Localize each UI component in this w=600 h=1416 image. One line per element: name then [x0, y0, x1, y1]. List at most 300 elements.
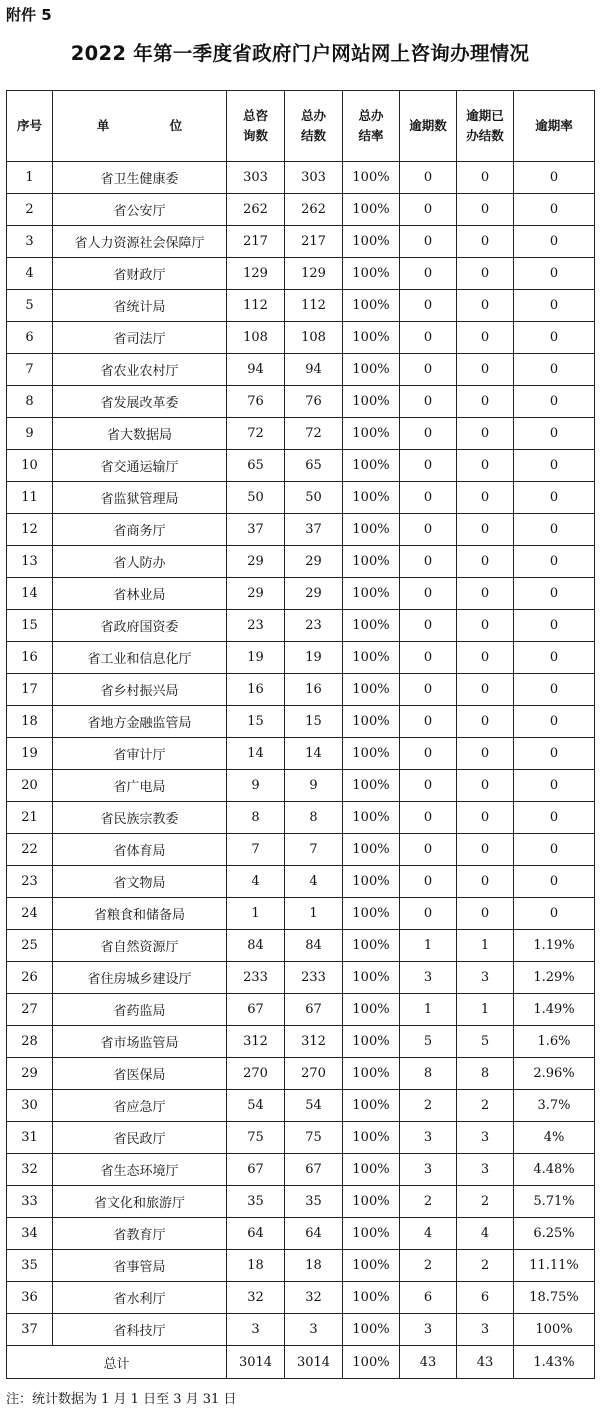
cell-overdue: 2: [400, 1250, 457, 1282]
cell-overdue-done: 2: [457, 1090, 514, 1122]
cell-overdue-done: 0: [457, 194, 514, 226]
table-row: [7, 1250, 595, 1282]
cell-total-done: 84: [285, 930, 343, 962]
cell-total-consult: 65: [227, 450, 285, 482]
cell-index: 13: [7, 546, 53, 578]
cell-overdue-rate: 3.7%: [514, 1090, 595, 1122]
cell-index: 4: [7, 258, 53, 290]
cell-total-consult: 18: [227, 1250, 285, 1282]
cell-overdue-done: 1: [457, 930, 514, 962]
total-overdue-rate: 1.43%: [514, 1346, 595, 1379]
cell-done-rate: 100%: [343, 322, 400, 354]
cell-total-done: 270: [285, 1058, 343, 1090]
cell-overdue: 0: [400, 610, 457, 642]
cell-index: 15: [7, 610, 53, 642]
cell-overdue-rate: 0: [514, 482, 595, 514]
cell-overdue-done: 0: [457, 482, 514, 514]
table-row: [7, 1282, 595, 1314]
cell-overdue: 0: [400, 546, 457, 578]
attachment-label: 附件 5: [6, 6, 52, 24]
cell-overdue-done: 0: [457, 450, 514, 482]
cell-index: 18: [7, 706, 53, 738]
consultation-table: [6, 90, 595, 1379]
cell-done-rate: 100%: [343, 546, 400, 578]
cell-unit: 省水利厅: [53, 1282, 227, 1314]
cell-overdue: 0: [400, 322, 457, 354]
cell-index: 36: [7, 1282, 53, 1314]
cell-overdue-rate: 0: [514, 162, 595, 194]
cell-index: 37: [7, 1314, 53, 1346]
cell-done-rate: 100%: [343, 226, 400, 258]
cell-unit: 省卫生健康委: [53, 162, 227, 194]
cell-index: 17: [7, 674, 53, 706]
table-row: [7, 1122, 595, 1154]
cell-overdue-rate: 0: [514, 258, 595, 290]
cell-total-consult: 54: [227, 1090, 285, 1122]
cell-unit: 省统计局: [53, 290, 227, 322]
cell-overdue-rate: 0: [514, 674, 595, 706]
cell-done-rate: 100%: [343, 706, 400, 738]
cell-overdue-rate: 0: [514, 802, 595, 834]
cell-unit: 省文化和旅游厅: [53, 1186, 227, 1218]
cell-overdue: 5: [400, 1026, 457, 1058]
cell-unit: 省市场监管局: [53, 1026, 227, 1058]
cell-unit: 省事管局: [53, 1250, 227, 1282]
cell-total-done: 18: [285, 1250, 343, 1282]
cell-index: 23: [7, 866, 53, 898]
cell-overdue: 2: [400, 1186, 457, 1218]
cell-index: 24: [7, 898, 53, 930]
cell-total-done: 312: [285, 1026, 343, 1058]
cell-total-consult: 35: [227, 1186, 285, 1218]
cell-overdue: 0: [400, 770, 457, 802]
cell-unit: 省审计厅: [53, 738, 227, 770]
cell-done-rate: 100%: [343, 962, 400, 994]
cell-total-consult: 8: [227, 802, 285, 834]
cell-unit: 省医保局: [53, 1058, 227, 1090]
cell-index: 5: [7, 290, 53, 322]
cell-done-rate: 100%: [343, 866, 400, 898]
cell-overdue: 4: [400, 1218, 457, 1250]
cell-total-consult: 7: [227, 834, 285, 866]
cell-total-done: 29: [285, 546, 343, 578]
cell-overdue-rate: 4.48%: [514, 1154, 595, 1186]
cell-overdue-done: 0: [457, 770, 514, 802]
cell-total-consult: 112: [227, 290, 285, 322]
cell-done-rate: 100%: [343, 994, 400, 1026]
cell-total-consult: 94: [227, 354, 285, 386]
cell-total-done: 19: [285, 642, 343, 674]
cell-total-consult: 9: [227, 770, 285, 802]
cell-total-done: 37: [285, 514, 343, 546]
table-row: [7, 514, 595, 546]
table-row: [7, 866, 595, 898]
cell-total-done: 16: [285, 674, 343, 706]
cell-done-rate: 100%: [343, 1122, 400, 1154]
header-overdue: 逾期数: [400, 91, 457, 162]
cell-unit: 省广电局: [53, 770, 227, 802]
table-row: [7, 642, 595, 674]
cell-overdue-rate: 18.75%: [514, 1282, 595, 1314]
cell-done-rate: 100%: [343, 610, 400, 642]
cell-total-consult: 1: [227, 898, 285, 930]
cell-done-rate: 100%: [343, 450, 400, 482]
table-row: [7, 674, 595, 706]
cell-total-consult: 3: [227, 1314, 285, 1346]
cell-overdue: 0: [400, 162, 457, 194]
cell-unit: 省发展改革委: [53, 386, 227, 418]
cell-overdue: 0: [400, 834, 457, 866]
cell-overdue: 0: [400, 450, 457, 482]
cell-total-done: 54: [285, 1090, 343, 1122]
total-label: 总计: [7, 1346, 227, 1379]
cell-overdue-done: 0: [457, 514, 514, 546]
cell-overdue-done: 0: [457, 802, 514, 834]
cell-overdue-done: 0: [457, 290, 514, 322]
cell-total-consult: 262: [227, 194, 285, 226]
cell-total-done: 29: [285, 578, 343, 610]
cell-unit: 省人防办: [53, 546, 227, 578]
cell-overdue-rate: 0: [514, 610, 595, 642]
document-title: 2022 年第一季度省政府门户网站网上咨询办理情况: [70, 42, 530, 65]
total-overdue-done: 43: [457, 1346, 514, 1379]
cell-done-rate: 100%: [343, 1314, 400, 1346]
table-row: [7, 706, 595, 738]
cell-overdue: 3: [400, 1314, 457, 1346]
cell-overdue: 3: [400, 1154, 457, 1186]
cell-total-consult: 217: [227, 226, 285, 258]
cell-overdue-rate: 5.71%: [514, 1186, 595, 1218]
table-row: [7, 354, 595, 386]
cell-index: 31: [7, 1122, 53, 1154]
cell-overdue-done: 0: [457, 738, 514, 770]
cell-total-consult: 37: [227, 514, 285, 546]
cell-overdue-rate: 0: [514, 354, 595, 386]
cell-overdue-rate: 0: [514, 418, 595, 450]
cell-index: 6: [7, 322, 53, 354]
cell-done-rate: 100%: [343, 290, 400, 322]
cell-overdue: 0: [400, 290, 457, 322]
cell-unit: 省民政厅: [53, 1122, 227, 1154]
cell-unit: 省公安厅: [53, 194, 227, 226]
cell-unit: 省民族宗教委: [53, 802, 227, 834]
cell-overdue-rate: 0: [514, 898, 595, 930]
cell-total-consult: 50: [227, 482, 285, 514]
cell-total-done: 67: [285, 1154, 343, 1186]
cell-overdue: 0: [400, 578, 457, 610]
cell-overdue-rate: 6.25%: [514, 1218, 595, 1250]
header-unit: 单 位: [53, 91, 227, 162]
cell-done-rate: 100%: [343, 1250, 400, 1282]
cell-overdue-rate: 0: [514, 514, 595, 546]
cell-overdue-rate: 0: [514, 866, 595, 898]
cell-done-rate: 100%: [343, 354, 400, 386]
cell-overdue-rate: 4%: [514, 1122, 595, 1154]
cell-unit: 省应急厅: [53, 1090, 227, 1122]
cell-total-consult: 108: [227, 322, 285, 354]
cell-unit: 省林业局: [53, 578, 227, 610]
table-row: [7, 450, 595, 482]
cell-done-rate: 100%: [343, 578, 400, 610]
table-row: [7, 930, 595, 962]
cell-index: 25: [7, 930, 53, 962]
cell-overdue: 0: [400, 802, 457, 834]
cell-unit: 省文物局: [53, 866, 227, 898]
cell-done-rate: 100%: [343, 834, 400, 866]
cell-overdue-done: 1: [457, 994, 514, 1026]
cell-total-consult: 270: [227, 1058, 285, 1090]
table-row: [7, 1154, 595, 1186]
cell-index: 27: [7, 994, 53, 1026]
cell-overdue-rate: 0: [514, 770, 595, 802]
cell-index: 1: [7, 162, 53, 194]
cell-total-consult: 75: [227, 1122, 285, 1154]
table-row: [7, 1058, 595, 1090]
cell-overdue-done: 0: [457, 258, 514, 290]
cell-overdue: 0: [400, 258, 457, 290]
table-row: [7, 194, 595, 226]
cell-total-consult: 64: [227, 1218, 285, 1250]
cell-total-done: 35: [285, 1186, 343, 1218]
cell-unit: 省科技厅: [53, 1314, 227, 1346]
cell-overdue-rate: 100%: [514, 1314, 595, 1346]
cell-unit: 省财政厅: [53, 258, 227, 290]
cell-total-consult: 233: [227, 962, 285, 994]
cell-overdue: 2: [400, 1090, 457, 1122]
footnote: 注：统计数据为 1 月 1 日至 3 月 31 日: [6, 1392, 237, 1407]
cell-total-consult: 32: [227, 1282, 285, 1314]
table-row: [7, 1218, 595, 1250]
header-overdue-rate: 逾期率: [514, 91, 595, 162]
cell-overdue: 0: [400, 194, 457, 226]
cell-overdue-rate: 0: [514, 834, 595, 866]
cell-index: 8: [7, 386, 53, 418]
cell-overdue: 0: [400, 482, 457, 514]
cell-overdue: 0: [400, 386, 457, 418]
cell-index: 33: [7, 1186, 53, 1218]
cell-index: 3: [7, 226, 53, 258]
cell-index: 9: [7, 418, 53, 450]
cell-total-done: 32: [285, 1282, 343, 1314]
cell-overdue: 0: [400, 226, 457, 258]
cell-unit: 省生态环境厅: [53, 1154, 227, 1186]
cell-done-rate: 100%: [343, 162, 400, 194]
table-row: [7, 834, 595, 866]
cell-total-done: 50: [285, 482, 343, 514]
header-total-done: 总办 结数: [285, 91, 343, 162]
cell-total-consult: 14: [227, 738, 285, 770]
total-done: 3014: [285, 1346, 343, 1379]
cell-done-rate: 100%: [343, 1282, 400, 1314]
cell-unit: 省工业和信息化厅: [53, 642, 227, 674]
cell-overdue-done: 3: [457, 1122, 514, 1154]
cell-total-done: 303: [285, 162, 343, 194]
cell-total-done: 233: [285, 962, 343, 994]
cell-overdue-done: 0: [457, 610, 514, 642]
cell-unit: 省人力资源社会保障厅: [53, 226, 227, 258]
cell-total-consult: 312: [227, 1026, 285, 1058]
cell-overdue: 0: [400, 674, 457, 706]
cell-overdue-done: 0: [457, 578, 514, 610]
cell-unit: 省粮食和储备局: [53, 898, 227, 930]
cell-total-done: 72: [285, 418, 343, 450]
cell-total-done: 3: [285, 1314, 343, 1346]
table-row: [7, 962, 595, 994]
table-row: [7, 482, 595, 514]
total-done-rate: 100%: [343, 1346, 400, 1379]
cell-overdue-done: 0: [457, 642, 514, 674]
cell-total-consult: 16: [227, 674, 285, 706]
cell-done-rate: 100%: [343, 1154, 400, 1186]
cell-done-rate: 100%: [343, 1090, 400, 1122]
cell-total-done: 1: [285, 898, 343, 930]
cell-overdue: 0: [400, 866, 457, 898]
table-row: [7, 162, 595, 194]
cell-overdue-done: 2: [457, 1186, 514, 1218]
cell-overdue-done: 0: [457, 546, 514, 578]
cell-unit: 省商务厅: [53, 514, 227, 546]
cell-unit: 省自然资源厅: [53, 930, 227, 962]
cell-overdue: 3: [400, 1122, 457, 1154]
cell-overdue: 0: [400, 642, 457, 674]
cell-overdue-done: 8: [457, 1058, 514, 1090]
cell-overdue-done: 4: [457, 1218, 514, 1250]
cell-index: 32: [7, 1154, 53, 1186]
cell-unit: 省交通运输厅: [53, 450, 227, 482]
header-total-consult: 总咨 询数: [227, 91, 285, 162]
cell-overdue-rate: 1.19%: [514, 930, 595, 962]
cell-done-rate: 100%: [343, 674, 400, 706]
cell-total-done: 9: [285, 770, 343, 802]
cell-done-rate: 100%: [343, 1026, 400, 1058]
table-row: [7, 578, 595, 610]
total-overdue: 43: [400, 1346, 457, 1379]
cell-index: 29: [7, 1058, 53, 1090]
cell-overdue: 8: [400, 1058, 457, 1090]
cell-overdue-rate: 0: [514, 290, 595, 322]
cell-total-done: 8: [285, 802, 343, 834]
table-row: [7, 1026, 595, 1058]
cell-total-consult: 76: [227, 386, 285, 418]
cell-overdue-rate: 0: [514, 642, 595, 674]
cell-unit: 省教育厅: [53, 1218, 227, 1250]
cell-overdue: 0: [400, 706, 457, 738]
cell-unit: 省药监局: [53, 994, 227, 1026]
cell-index: 34: [7, 1218, 53, 1250]
cell-done-rate: 100%: [343, 898, 400, 930]
cell-total-consult: 84: [227, 930, 285, 962]
cell-overdue-done: 0: [457, 162, 514, 194]
cell-index: 26: [7, 962, 53, 994]
cell-overdue-rate: 0: [514, 450, 595, 482]
cell-total-done: 262: [285, 194, 343, 226]
cell-overdue-done: 2: [457, 1250, 514, 1282]
cell-done-rate: 100%: [343, 802, 400, 834]
cell-total-consult: 19: [227, 642, 285, 674]
cell-overdue-done: 0: [457, 354, 514, 386]
cell-index: 30: [7, 1090, 53, 1122]
cell-total-done: 75: [285, 1122, 343, 1154]
cell-overdue-rate: 1.6%: [514, 1026, 595, 1058]
cell-done-rate: 100%: [343, 194, 400, 226]
cell-done-rate: 100%: [343, 258, 400, 290]
total-consult: 3014: [227, 1346, 285, 1379]
cell-total-done: 4: [285, 866, 343, 898]
cell-done-rate: 100%: [343, 386, 400, 418]
cell-unit: 省地方金融监管局: [53, 706, 227, 738]
cell-overdue: 0: [400, 898, 457, 930]
cell-overdue: 6: [400, 1282, 457, 1314]
cell-overdue: 0: [400, 418, 457, 450]
table-row: [7, 802, 595, 834]
header-overdue-done: 逾期已 办结数: [457, 91, 514, 162]
table-row: [7, 386, 595, 418]
cell-overdue-rate: 0: [514, 322, 595, 354]
cell-unit: 省体育局: [53, 834, 227, 866]
total-row: [7, 1346, 595, 1379]
cell-unit: 省司法厅: [53, 322, 227, 354]
header-done-rate: 总办 结率: [343, 91, 400, 162]
cell-done-rate: 100%: [343, 642, 400, 674]
cell-done-rate: 100%: [343, 418, 400, 450]
cell-done-rate: 100%: [343, 1186, 400, 1218]
cell-total-done: 67: [285, 994, 343, 1026]
cell-overdue-rate: 0: [514, 578, 595, 610]
table-row: [7, 418, 595, 450]
header-row: [7, 91, 595, 162]
cell-unit: 省住房城乡建设厅: [53, 962, 227, 994]
cell-overdue-done: 3: [457, 1314, 514, 1346]
cell-index: 20: [7, 770, 53, 802]
cell-overdue-rate: 0: [514, 194, 595, 226]
cell-overdue-done: 0: [457, 322, 514, 354]
cell-total-consult: 23: [227, 610, 285, 642]
cell-done-rate: 100%: [343, 930, 400, 962]
table-row: [7, 546, 595, 578]
cell-total-done: 112: [285, 290, 343, 322]
cell-index: 21: [7, 802, 53, 834]
cell-overdue-rate: 1.49%: [514, 994, 595, 1026]
cell-overdue: 0: [400, 354, 457, 386]
cell-index: 35: [7, 1250, 53, 1282]
cell-overdue-done: 3: [457, 1154, 514, 1186]
cell-overdue: 1: [400, 930, 457, 962]
table-row: [7, 1186, 595, 1218]
cell-overdue-rate: 1.29%: [514, 962, 595, 994]
cell-overdue-done: 0: [457, 386, 514, 418]
cell-index: 2: [7, 194, 53, 226]
cell-overdue: 0: [400, 738, 457, 770]
cell-index: 11: [7, 482, 53, 514]
cell-total-done: 15: [285, 706, 343, 738]
cell-overdue-done: 3: [457, 962, 514, 994]
cell-overdue: 3: [400, 962, 457, 994]
cell-total-done: 14: [285, 738, 343, 770]
cell-total-done: 129: [285, 258, 343, 290]
table-row: [7, 1314, 595, 1346]
cell-total-done: 94: [285, 354, 343, 386]
cell-overdue-done: 6: [457, 1282, 514, 1314]
cell-overdue-done: 0: [457, 898, 514, 930]
cell-overdue-done: 0: [457, 418, 514, 450]
header-index: 序号: [7, 91, 53, 162]
cell-overdue-rate: 0: [514, 226, 595, 258]
cell-overdue-done: 0: [457, 834, 514, 866]
cell-total-done: 217: [285, 226, 343, 258]
cell-overdue-rate: 11.11%: [514, 1250, 595, 1282]
cell-total-consult: 29: [227, 578, 285, 610]
cell-overdue-rate: 0: [514, 546, 595, 578]
